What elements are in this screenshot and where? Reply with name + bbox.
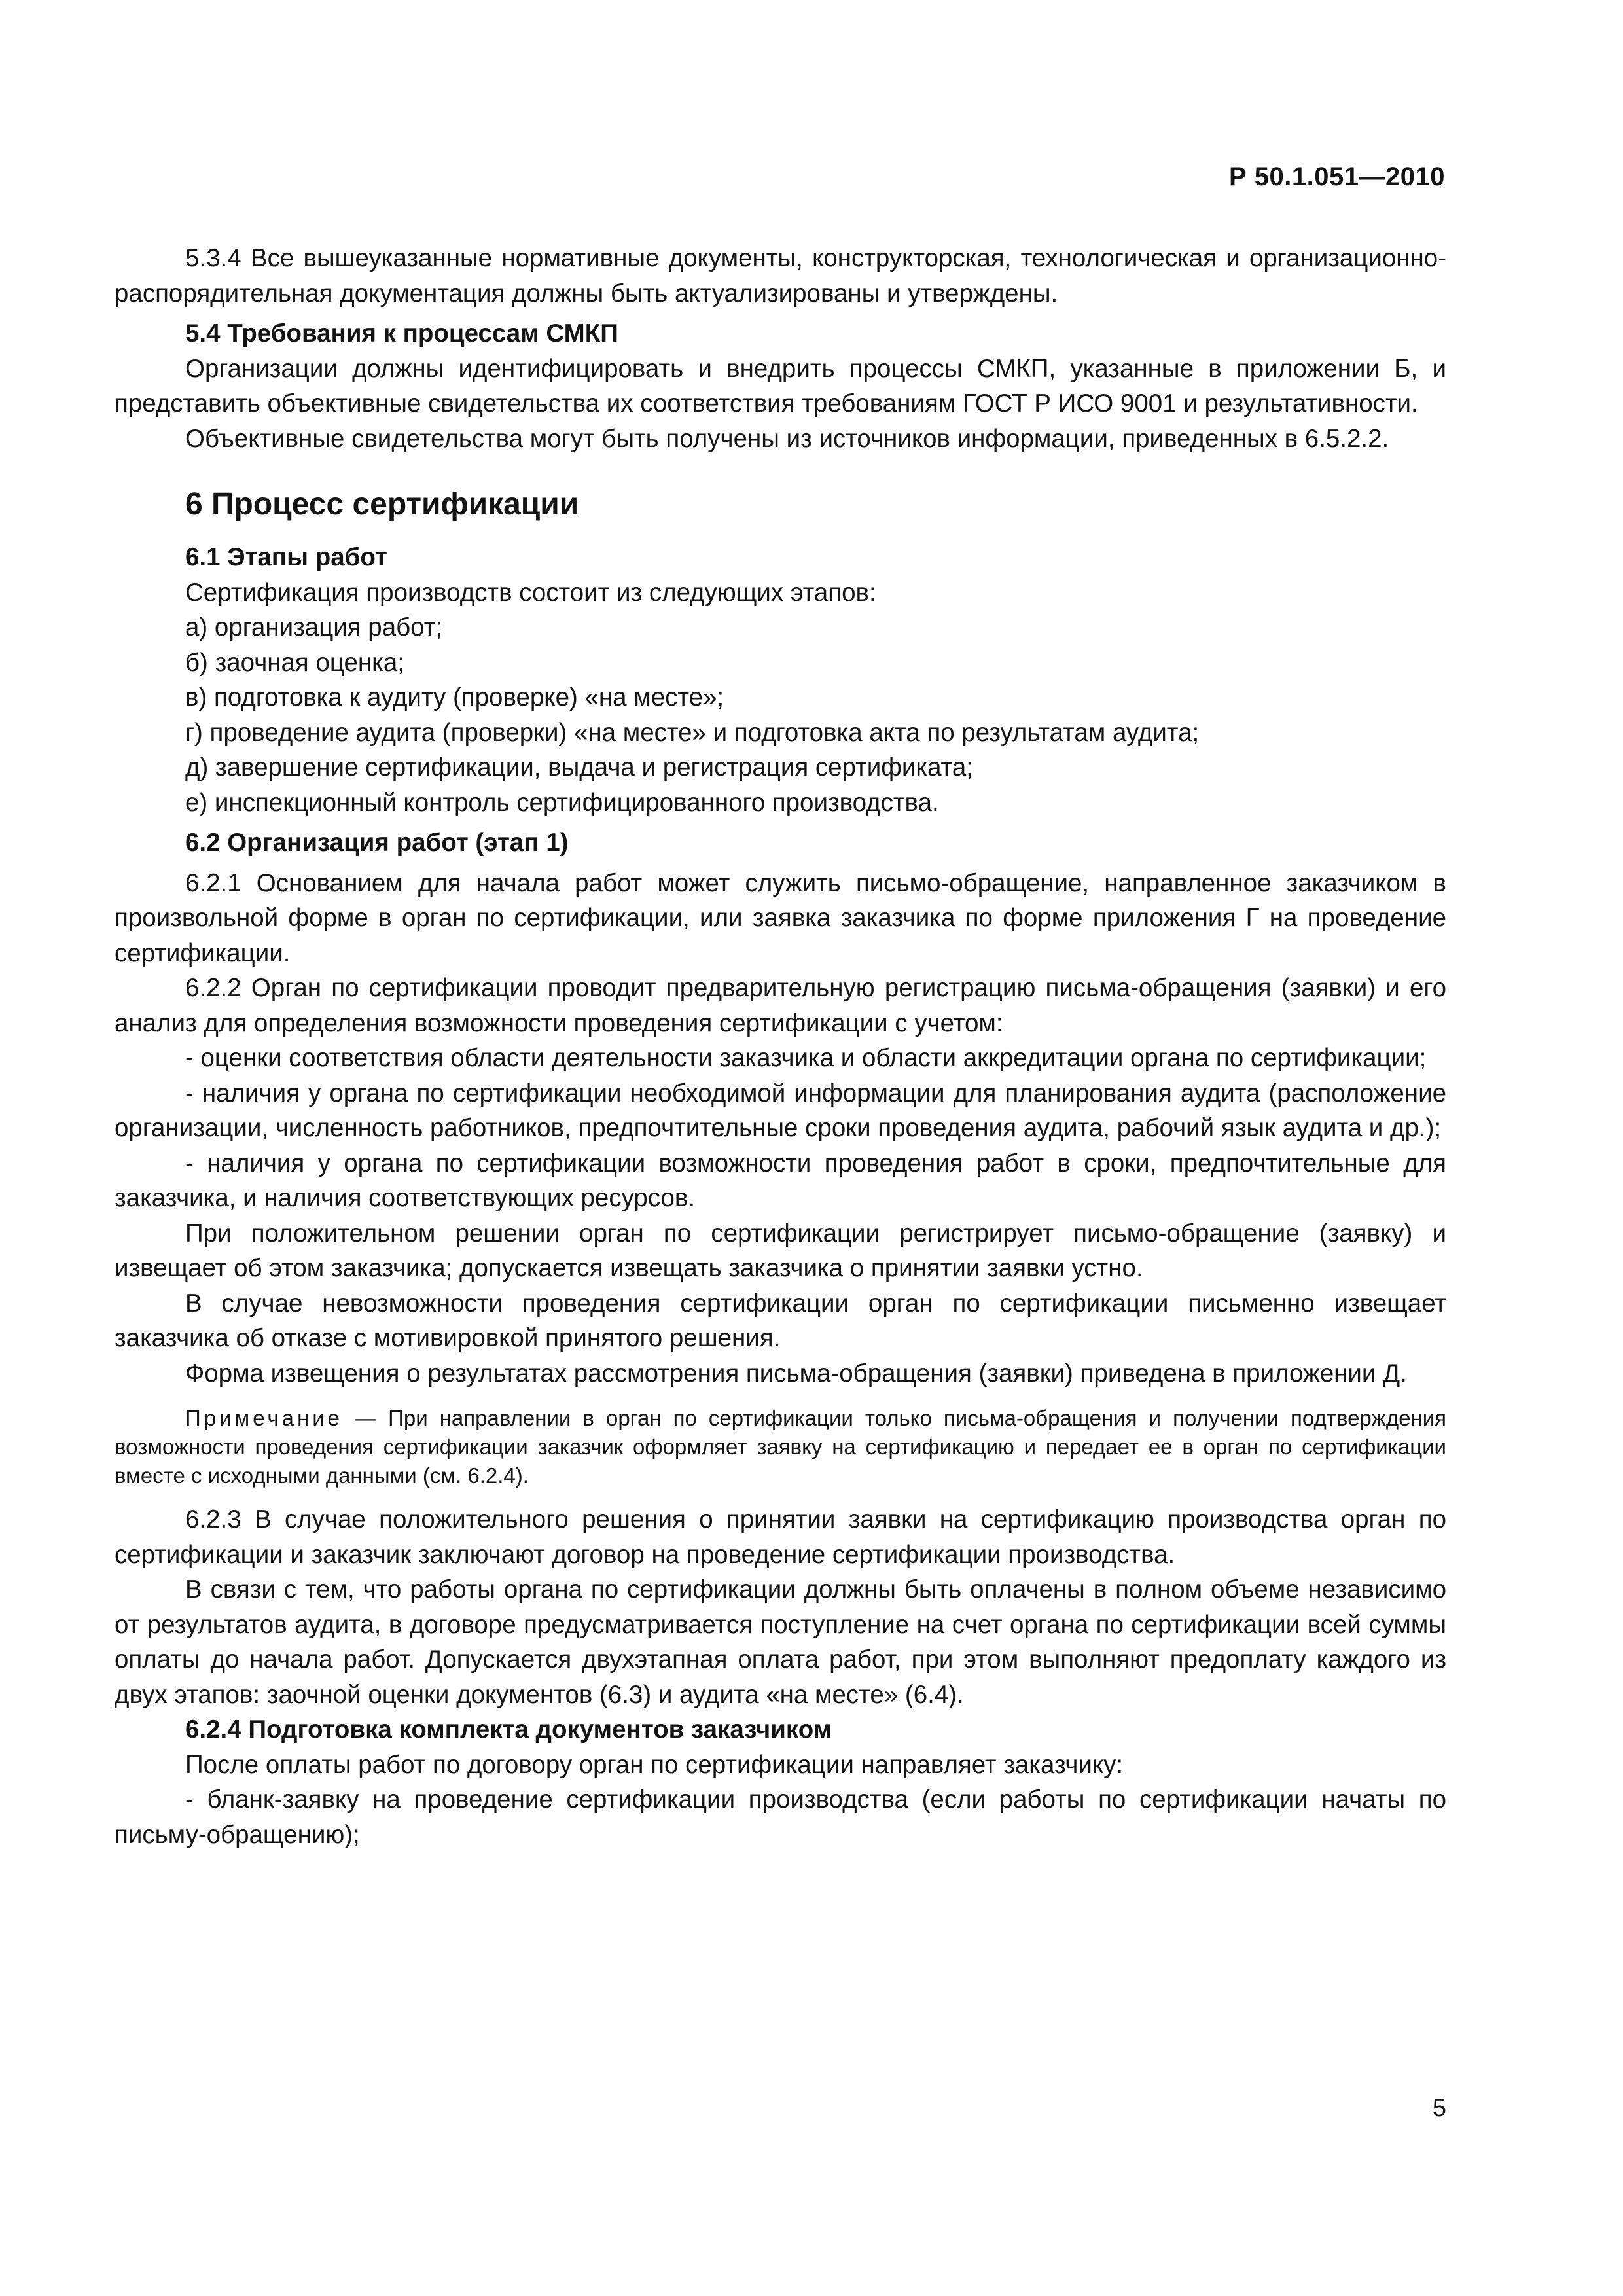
document-body (115, 241, 1446, 1852)
list-item-stage-b: б) заочная оценка; (185, 648, 404, 677)
heading-6: 6 Процесс сертификации (185, 487, 579, 522)
paragraph-6-2-2-f: Форма извещения о результатах рассмотрения письма-обращения (заявки) приведена в приложении Д. (185, 1359, 1407, 1388)
list-item-stage-g: г) проведение аудита (проверки) «на месте» и подготовка акта по результатам аудита; (185, 718, 1200, 747)
note-text: — При направлении в орган по сертификации только письма-обращения и получении подтверждения возможности проведения сертификации заказчик оформляет заявку на сертификацию и передает ее в орган по сертификации вместе с исходными данными (см. 6.2.4). (115, 1406, 1446, 1488)
paragraph-6-2-2: 6.2.2 Орган по сертификации проводит предварительную регистрацию письма-обращения (заявки) и его анализ для определения возможности проведения сертификации с учетом: (115, 974, 1446, 1037)
note (115, 1404, 1446, 1490)
paragraph-6-2-4-a: После оплаты работ по договору орган по сертификации направляет заказчику: (185, 1750, 1124, 1779)
paragraph-6-2-2-b: - наличия у органа по сертификации необходимой информации для планирования аудита (расположение организации, численность работников, предпочтительные сроки проведения аудита, рабочий язык аудита и др.); (115, 1079, 1446, 1142)
paragraph-5-4-a: Организации должны идентифицировать и внедрить процессы СМКП, указанные в приложении Б, и представить объективные свидетельства их соответствия требованиям ГОСТ Р ИСО 9001 и результативности. (115, 354, 1446, 418)
paragraph-6-2-1: 6.2.1 Основанием для начала работ может служить письмо-обращение, направленное заказчиком в произвольной форме в орган по сертификации, или заявка заказчика по форме приложения Г на проведение сертификации. (115, 869, 1446, 967)
paragraph-5-4-b: Объективные свидетельства могут быть получены из источников информации, приведенных в 6.5.2.2. (185, 424, 1389, 453)
document-code: Р 50.1.051—2010 (1229, 162, 1445, 191)
list-item-stage-e: е) инспекционный контроль сертифицированного производства. (185, 788, 939, 817)
paragraph-5-3-4: 5.3.4 Все вышеуказанные нормативные документы, конструкторская, технологическая и организационно-распорядительная документация должны быть актуализированы и утверждены. (115, 244, 1446, 308)
heading-6-1: 6.1 Этапы работ (185, 543, 387, 571)
paragraph-6-2-2-d: При положительном решении орган по сертификации регистрирует письмо-обращение (заявку) и извещает об этом заказчика; допускается извещать заказчика о принятии заявки устно. (115, 1219, 1446, 1282)
paragraph-6-2-2-a: - оценки соответствия области деятельности заказчика и области аккредитации органа по сертификации; (185, 1044, 1427, 1072)
list-item-stage-a: а) организация работ; (185, 613, 443, 641)
page-number: 5 (1432, 2094, 1446, 2122)
list-item-stage-d: д) завершение сертификации, выдача и регистрация сертификата; (185, 753, 973, 781)
paragraph-6-2-3-b: В связи с тем, что работы органа по сертификации должны быть оплачены в полном объеме независимо от результатов аудита, в договоре предусматривается поступление на счет органа по сертификации всей суммы оплаты до начала работ. Допускается двухэтапная оплата работ, при этом выполняют предоплату каждого из двух этапов: заочной оценки документов (6.3) и аудита «на месте» (6.4). (115, 1575, 1446, 1709)
heading-5-4: 5.4 Требования к процессам СМКП (185, 319, 618, 348)
paragraph-6-2-4-b: - бланк-заявку на проведение сертификации производства (если работы по сертификации начаты по письму-обращению); (115, 1785, 1446, 1849)
note-label: Примечание (185, 1406, 344, 1430)
paragraph-6-1-intro: Сертификация производств состоит из следующих этапов: (185, 578, 876, 607)
heading-6-2-4: 6.2.4 Подготовка комплекта документов заказчиком (185, 1715, 832, 1744)
paragraph-6-2-2-e: В случае невозможности проведения сертификации орган по сертификации письменно извещает заказчика об отказе с мотивировкой принятого решения. (115, 1289, 1446, 1352)
list-item-stage-v: в) подготовка к аудиту (проверке) «на месте»; (185, 683, 724, 711)
paragraph-6-2-2-c: - наличия у органа по сертификации возможности проведения работ в сроки, предпочтительные для заказчика, и наличия соответствующих ресурсов. (115, 1149, 1446, 1212)
paragraph-6-2-3: 6.2.3 В случае положительного решения о принятии заявки на сертификацию производства орган по сертификации и заказчик заключают договор на проведение сертификации производства. (115, 1505, 1446, 1569)
heading-6-2: 6.2 Организация работ (этап 1) (185, 829, 569, 857)
